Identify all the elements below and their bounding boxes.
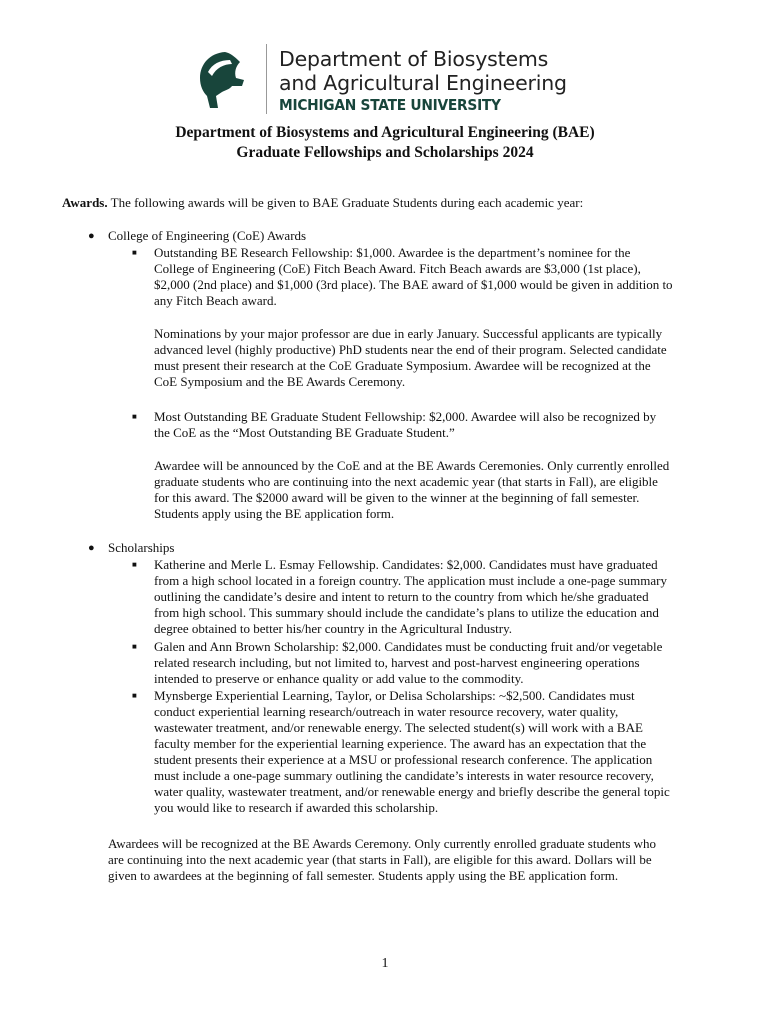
scholarship-item1-line: outlining the candidate’s desire and intent to return to the country from which he/she graduated bbox=[154, 589, 649, 604]
scholarship-item3-line: student presents their experience at a MSU or professional research conference. The application bbox=[154, 752, 653, 767]
scholarship-item2-line: related research including, but not limited to, harvest and post-harvest engineering operations bbox=[154, 655, 640, 670]
coe-item2-line: the CoE as the “Most Outstanding BE Graduate Student.” bbox=[154, 425, 455, 440]
scholarship-item3-line: Mynsberge Experiential Learning, Taylor, or Delisa Scholarships: ~$2,500. Candidates must bbox=[154, 688, 635, 703]
square-bullet-icon: ■ bbox=[132, 248, 137, 257]
page-number: 1 bbox=[381, 956, 389, 971]
coe-item1-line: Outstanding BE Research Fellowship: $1,000. Awardee is the department’s nominee for the bbox=[154, 245, 631, 260]
logo-dept-line2: and Agricultural Engineering bbox=[279, 71, 567, 95]
scholarship-item3-line: wastewater treatment, and/or renewable energy. The selected student(s) will work with a BAE bbox=[154, 720, 643, 735]
department-logo bbox=[196, 44, 596, 116]
scholarship-item3-line: you would like to research if awarded this scholarship. bbox=[154, 800, 439, 815]
coe-item1-para2-line: advanced level (highly productive) PhD students near the end of their program. Selected candidate bbox=[154, 342, 667, 357]
scholarship-item3-line: must include a one-page summary outlining the candidate’s interests in water resource recovery, bbox=[154, 768, 654, 783]
scholarship-item1-line: from high school. This summary should include the candidate’s plans to utilize the education and bbox=[154, 605, 659, 620]
scholarship-item3-line: conduct experiential learning research/outreach in water resource recovery, water quality, bbox=[154, 704, 619, 719]
square-bullet-icon: ■ bbox=[132, 412, 137, 421]
square-bullet-icon: ■ bbox=[132, 642, 137, 651]
intro-text: The following awards will be given to BAE Graduate Students during each academic year: bbox=[107, 195, 584, 210]
coe-heading: College of Engineering (CoE) Awards bbox=[108, 228, 307, 243]
scholarship-item1-line: Katherine and Merle L. Esmay Fellowship. Candidates: $2,000. Candidates must have graduated bbox=[154, 557, 658, 572]
closing-line: given to awardees at the beginning of fall semester. Students apply using the BE application form. bbox=[108, 868, 619, 883]
closing-line: are continuing into the next academic year (that starts in Fall), are eligible for this award. Dollars will be bbox=[108, 852, 652, 867]
logo-university-name: MICHIGAN STATE UNIVERSITY bbox=[279, 96, 501, 114]
coe-item2-para2-line: for this award. The $2000 award will be given to the winner at the beginning of fall semester. bbox=[154, 490, 640, 505]
intro-paragraph bbox=[62, 195, 583, 211]
scholarship-item2-line: intended to preserve or enhance quality or add value to the commodity. bbox=[154, 671, 524, 686]
square-bullet-icon: ■ bbox=[132, 560, 137, 569]
scholarship-item3-line: faculty member for the experiential learning experience. The award has an expectation that the bbox=[154, 736, 647, 751]
coe-item2-para2-line: Awardee will be announced by the CoE and at the BE Awards Ceremonies. Only currently enrolled bbox=[154, 458, 670, 473]
scholarship-item1-line: degree obtained to better his/her country in the Agricultural Industry. bbox=[154, 621, 512, 636]
scholarships-heading: Scholarships bbox=[108, 540, 175, 555]
closing-line: Awardees will be recognized at the BE Awards Ceremony. Only currently enrolled graduate students who bbox=[108, 836, 657, 851]
coe-item1-line: College of Engineering (CoE) Fitch Beach Award. Fitch Beach awards are $3,000 (1st place), bbox=[154, 261, 641, 276]
spartan-helmet-icon bbox=[196, 50, 254, 110]
coe-item2-line: Most Outstanding BE Graduate Student Fellowship: $2,000. Awardee will also be recognized by bbox=[154, 409, 657, 424]
intro-label: Awards. bbox=[62, 195, 108, 210]
logo-dept-line1: Department of Biosystems bbox=[279, 47, 549, 71]
scholarship-item3-line: water quality, wastewater treatment, and/or renewable energy and briefly describe the general topic bbox=[154, 784, 670, 799]
bullet-icon: ● bbox=[88, 542, 95, 554]
coe-item1-para2-line: CoE Symposium and the BE Awards Ceremony. bbox=[154, 374, 406, 389]
scholarship-item1-line: from a high school located in a foreign country. The application must include a one-page summary bbox=[154, 573, 667, 588]
page-title-line2: Graduate Fellowships and Scholarships 2024 bbox=[236, 144, 534, 161]
scholarship-item2-line: Galen and Ann Brown Scholarship: $2,000. Candidates must be conducting fruit and/or vegetable bbox=[154, 639, 663, 654]
bullet-icon: ● bbox=[88, 230, 95, 242]
square-bullet-icon: ■ bbox=[132, 691, 137, 700]
logo-divider bbox=[266, 44, 267, 114]
coe-item1-line: $2,000 (2nd place) and $1,000 (3rd place). The BAE award of $1,000 would be given in addition to bbox=[154, 277, 673, 292]
page-title-line1: Department of Biosystems and Agricultural Engineering (BAE) bbox=[175, 124, 595, 141]
coe-item1-para2-line: must present their research at the CoE Graduate Symposium. Awardee will be recognized at the bbox=[154, 358, 651, 373]
coe-item1-line: any Fitch Beach award. bbox=[154, 293, 277, 308]
coe-item2-para2-line: graduate students who are continuing into the next academic year (that starts in Fall), are eligible bbox=[154, 474, 658, 489]
coe-item1-para2-line: Nominations by your major professor are due in early January. Successful applicants are typically bbox=[154, 326, 663, 341]
coe-item2-para2-line: Students apply using the BE application form. bbox=[154, 506, 395, 521]
